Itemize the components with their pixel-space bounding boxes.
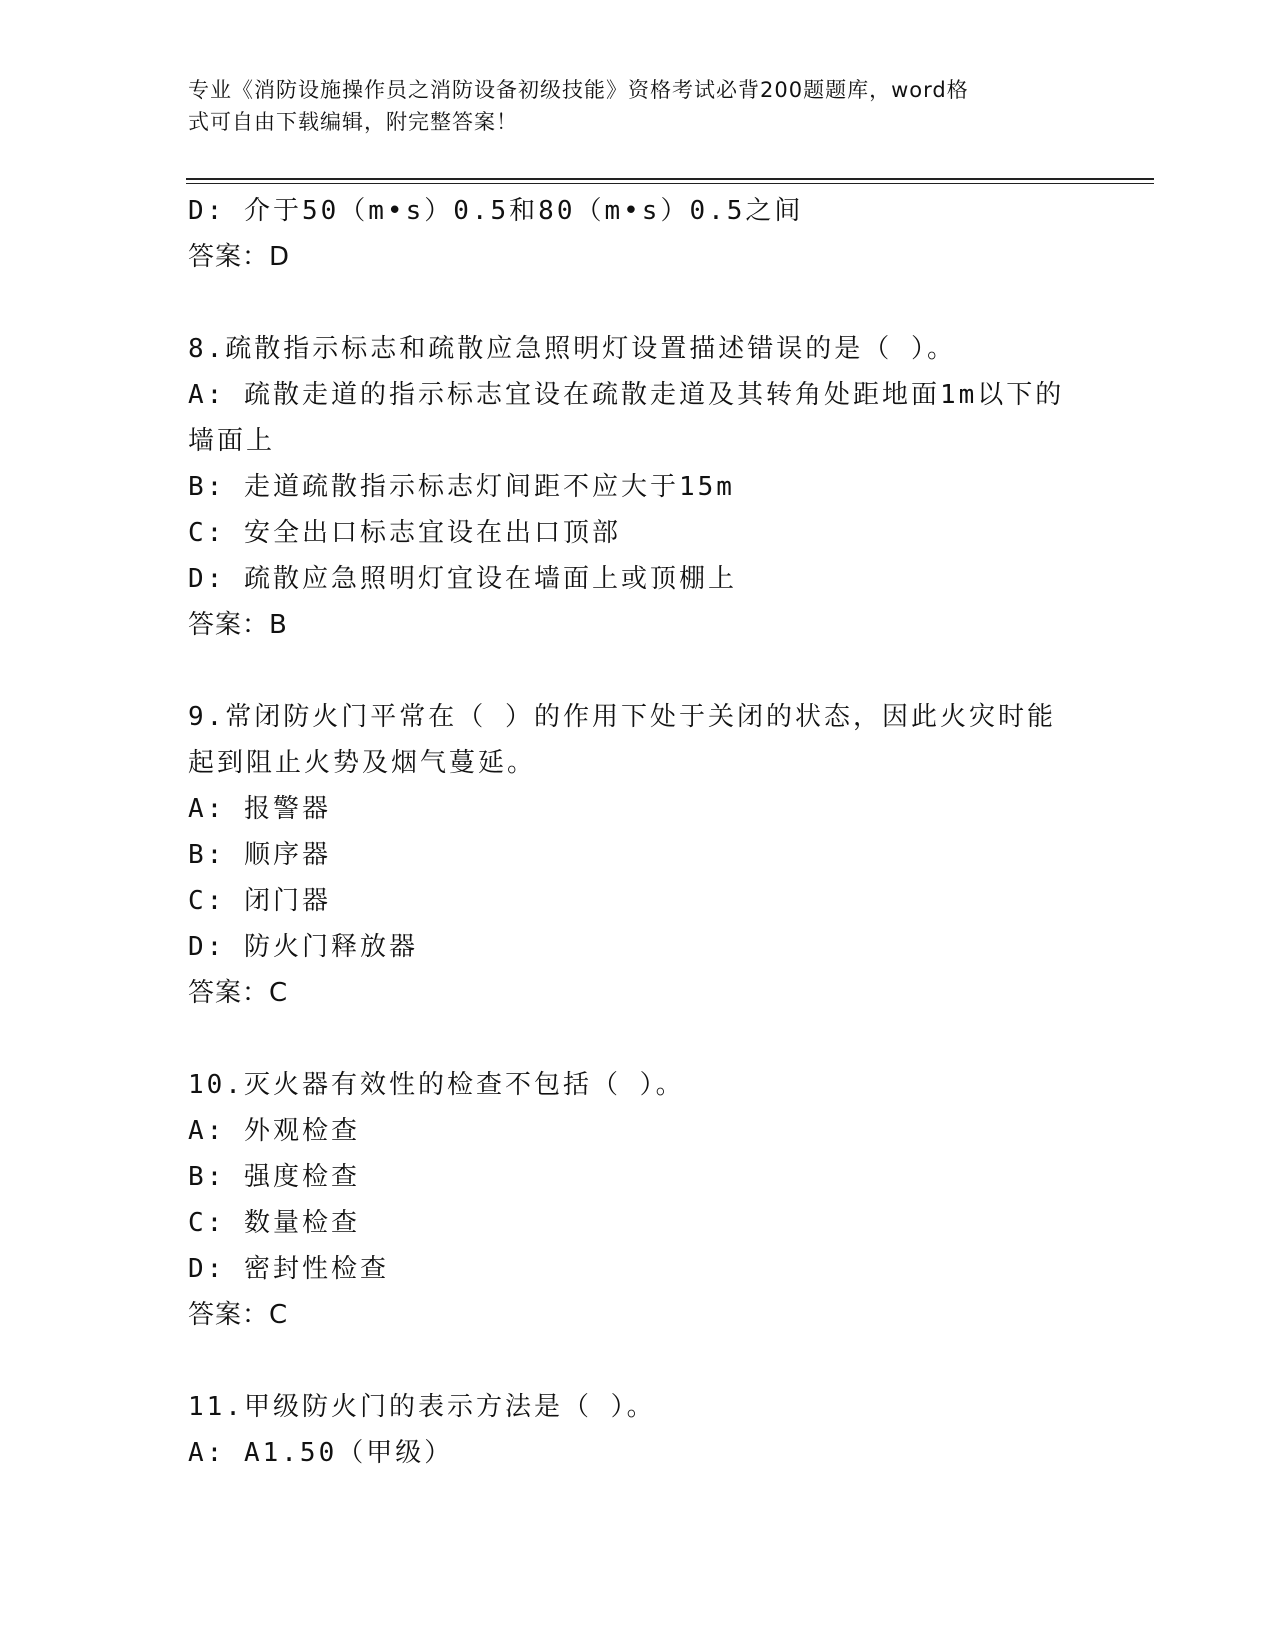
question-stem: 9.常闭防火门平常在（ ）的作用下处于关闭的状态，因此火灾时能 <box>188 702 1056 732</box>
option-b: B: 顺序器 <box>188 840 331 870</box>
spacer <box>188 1016 1088 1062</box>
document-header <box>188 74 1068 138</box>
option-b: B: 强度检查 <box>188 1162 360 1192</box>
question-stem: 8.疏散指示标志和疏散应急照明灯设置描述错误的是（ ）。 <box>188 334 956 364</box>
answer: 答案：C <box>188 1300 289 1330</box>
question-stem-continued: 起到阻止火势及烟气蔓延。 <box>188 748 537 778</box>
spacer <box>188 648 1088 694</box>
option-a-continued: 墙面上 <box>188 426 276 456</box>
option-a: A: 报警器 <box>188 794 331 824</box>
option-c: C: 数量检查 <box>188 1208 360 1238</box>
question-11 <box>188 1384 1088 1476</box>
header-line-1: 专业《消防设施操作员之消防设备初级技能》资格考试必背200题题库，word格 <box>188 78 969 102</box>
question-10 <box>188 1062 1088 1338</box>
option-d: D: 防火门释放器 <box>188 932 418 962</box>
question-stem: 10.灭火器有效性的检查不包括（ ）。 <box>188 1070 685 1100</box>
option-d: D: 密封性检查 <box>188 1254 389 1284</box>
option-c: C: 闭门器 <box>188 886 331 916</box>
spacer <box>188 1338 1088 1384</box>
question-8 <box>188 326 1088 648</box>
option-b: B: 走道疏散指示标志灯间距不应大于15m <box>188 472 735 502</box>
option-a: A: A1.50（甲级） <box>188 1438 454 1468</box>
answer: 答案：D <box>188 242 291 272</box>
header-divider-thin <box>186 183 1154 184</box>
option-a: A: 疏散走道的指示标志宜设在疏散走道及其转角处距地面1m以下的 <box>188 380 1065 410</box>
spacer <box>188 280 1088 326</box>
option-d: D: 疏散应急照明灯宜设在墙面上或顶棚上 <box>188 564 737 594</box>
question-9 <box>188 694 1088 1016</box>
previous-question-tail <box>188 188 1088 280</box>
answer: 答案：B <box>188 610 288 640</box>
option-d: D: 介于50（m•s）0.5和80（m•s）0.5之间 <box>188 196 804 226</box>
option-a: A: 外观检查 <box>188 1116 360 1146</box>
header-line-2: 式可自由下载编辑，附完整答案！ <box>188 110 518 134</box>
answer: 答案：C <box>188 978 289 1008</box>
question-stem: 11.甲级防火门的表示方法是（ ）。 <box>188 1392 656 1422</box>
option-c: C: 安全出口标志宜设在出口顶部 <box>188 518 621 548</box>
header-divider-thick <box>186 178 1154 180</box>
question-list <box>188 188 1088 1476</box>
